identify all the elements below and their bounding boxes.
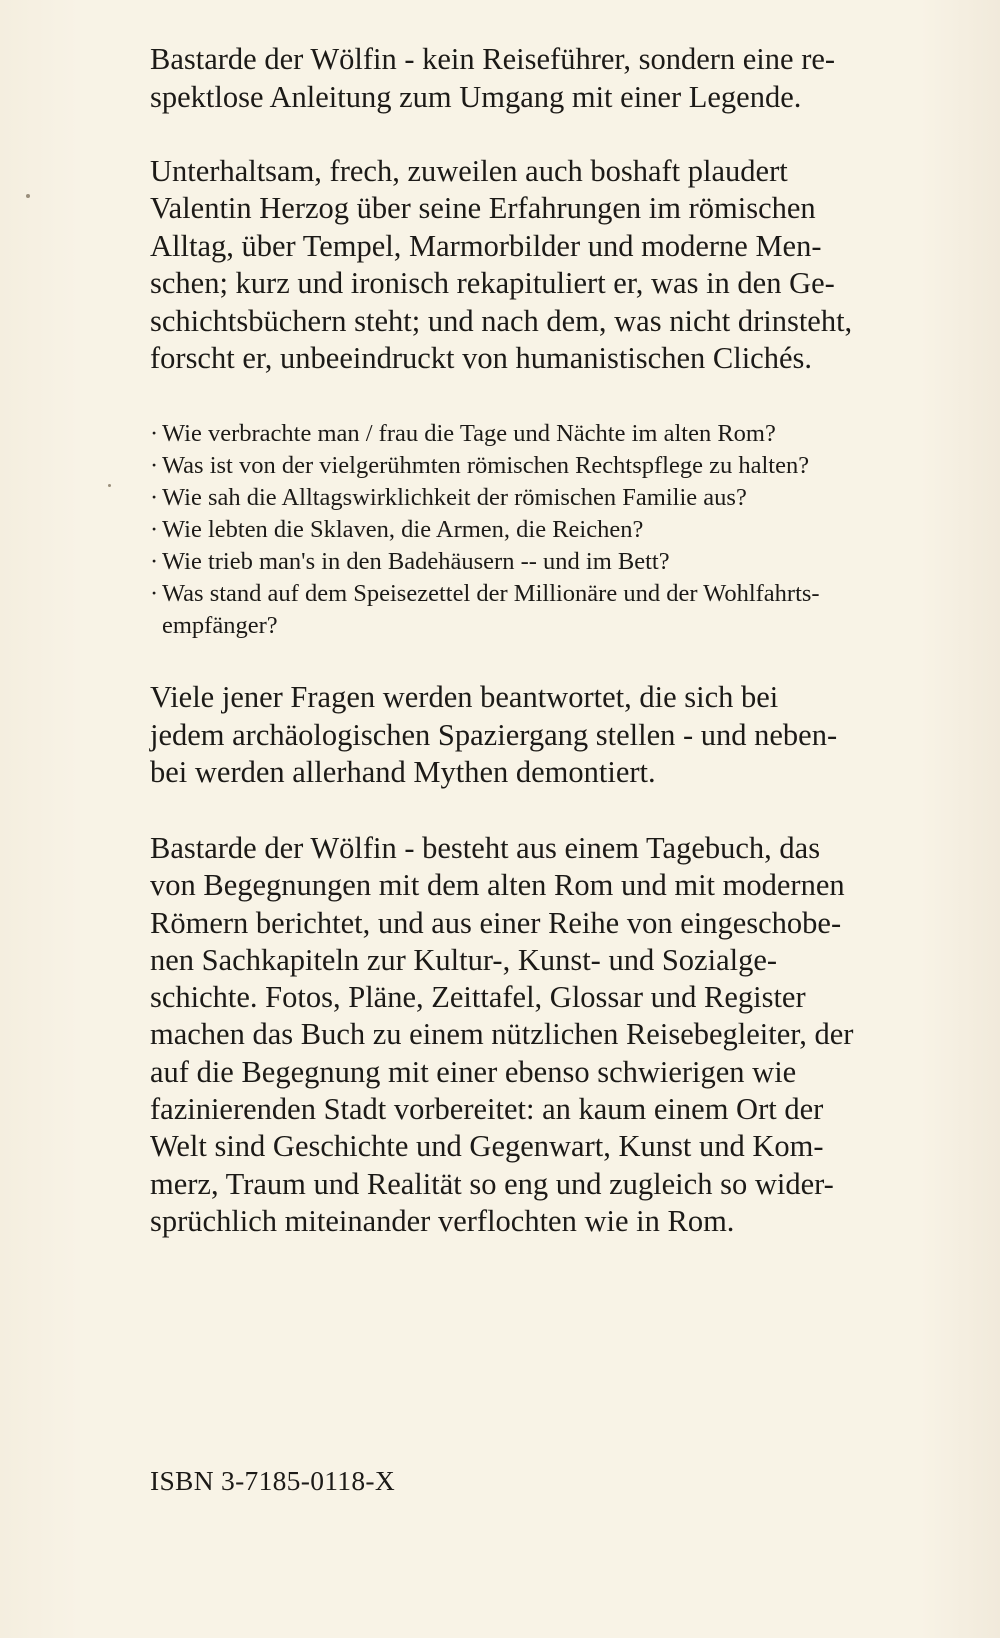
- text-line: Welt sind Geschichte und Gegenwart, Kunst und Kom-: [150, 1129, 824, 1164]
- text-line: machen das Buch zu einem nützlichen Reisebegleiter, der: [150, 1017, 854, 1052]
- question-text: Was stand auf dem Speisezettel der Millionäre und der Wohlfahrts-: [162, 580, 820, 607]
- question-text: Wie lebten die Sklaven, die Armen, die Reichen?: [162, 516, 644, 543]
- bullet-marker: ·: [150, 420, 159, 447]
- paper-speck: [26, 194, 30, 198]
- list-item: [150, 514, 910, 546]
- text-line: Viele jener Fragen werden beantwortet, die sich bei: [150, 680, 779, 714]
- question-text: Wie trieb man's in den Badehäusern -- und im Bett?: [162, 548, 670, 575]
- text-line: auf die Begegnung mit einer ebenso schwierigen wie: [150, 1054, 797, 1089]
- text-line: Alltag, über Tempel, Marmorbilder und moderne Men-: [150, 228, 822, 263]
- bullet-marker: ·: [150, 516, 159, 543]
- list-item: [150, 482, 910, 514]
- question-text: Was ist von der vielgerühmten römischen Rechtspflege zu halten?: [162, 452, 810, 479]
- text-line: Bastarde der Wölfin - kein Reiseführer, sondern eine re-: [150, 42, 836, 76]
- answers-paragraph: [150, 679, 910, 792]
- intro-paragraph: [150, 40, 910, 116]
- text-line: von Begegnungen mit dem alten Rom und mit modernen: [150, 868, 845, 903]
- list-item: [150, 546, 910, 578]
- isbn-number: ISBN 3-7185-0118-X: [150, 1465, 395, 1496]
- bullet-marker: ·: [150, 580, 159, 607]
- list-item: [150, 450, 910, 482]
- text-line: forscht er, unbeeindruckt von humanistischen Clichés.: [150, 341, 812, 376]
- text-line: fazinierenden Stadt vorbereitet: an kaum einem Ort der: [150, 1092, 824, 1127]
- list-item: [150, 418, 910, 450]
- text-line: bei werden allerhand Mythen demontiert.: [150, 755, 656, 789]
- bullet-marker: ·: [150, 452, 159, 479]
- text-line: sprüchlich miteinander verflochten wie in Rom.: [150, 1203, 735, 1238]
- question-continuation: empfänger?: [162, 612, 278, 639]
- list-item: [150, 578, 910, 642]
- paper-speck: [108, 484, 111, 487]
- text-line: schichtsbüchern steht; und nach dem, was nicht drinsteht,: [150, 303, 853, 338]
- bullet-marker: ·: [150, 548, 159, 575]
- text-line: spektlose Anleitung zum Umgang mit einer Legende.: [150, 80, 802, 114]
- structure-paragraph: [150, 830, 910, 1240]
- question-text: Wie sah die Alltagswirklichkeit der römischen Familie aus?: [162, 484, 747, 511]
- text-line: nen Sachkapiteln zur Kultur-, Kunst- und Sozialge-: [150, 942, 778, 977]
- text-line: jedem archäologischen Spaziergang stellen - und neben-: [150, 717, 838, 752]
- text-line: schichte. Fotos, Pläne, Zeittafel, Glossar und Register: [150, 980, 806, 1015]
- text-line: merz, Traum und Realität so eng und zugleich so wider-: [150, 1166, 834, 1201]
- text-line: schen; kurz und ironisch rekapituliert er, was in den Ge-: [150, 266, 835, 301]
- text-line: Unterhaltsam, frech, zuweilen auch boshaft plaudert: [150, 154, 788, 188]
- description-paragraph: [150, 153, 910, 377]
- text-line: Römern berichtet, und aus einer Reihe von eingeschobe-: [150, 905, 842, 940]
- question-text: Wie verbrachte man / frau die Tage und Nächte im alten Rom?: [162, 420, 776, 447]
- bullet-marker: ·: [150, 484, 159, 511]
- text-line: Bastarde der Wölfin - besteht aus einem Tagebuch, das: [150, 831, 821, 865]
- text-line: Valentin Herzog über seine Erfahrungen im römischen: [150, 191, 816, 226]
- questions-list: [150, 418, 910, 642]
